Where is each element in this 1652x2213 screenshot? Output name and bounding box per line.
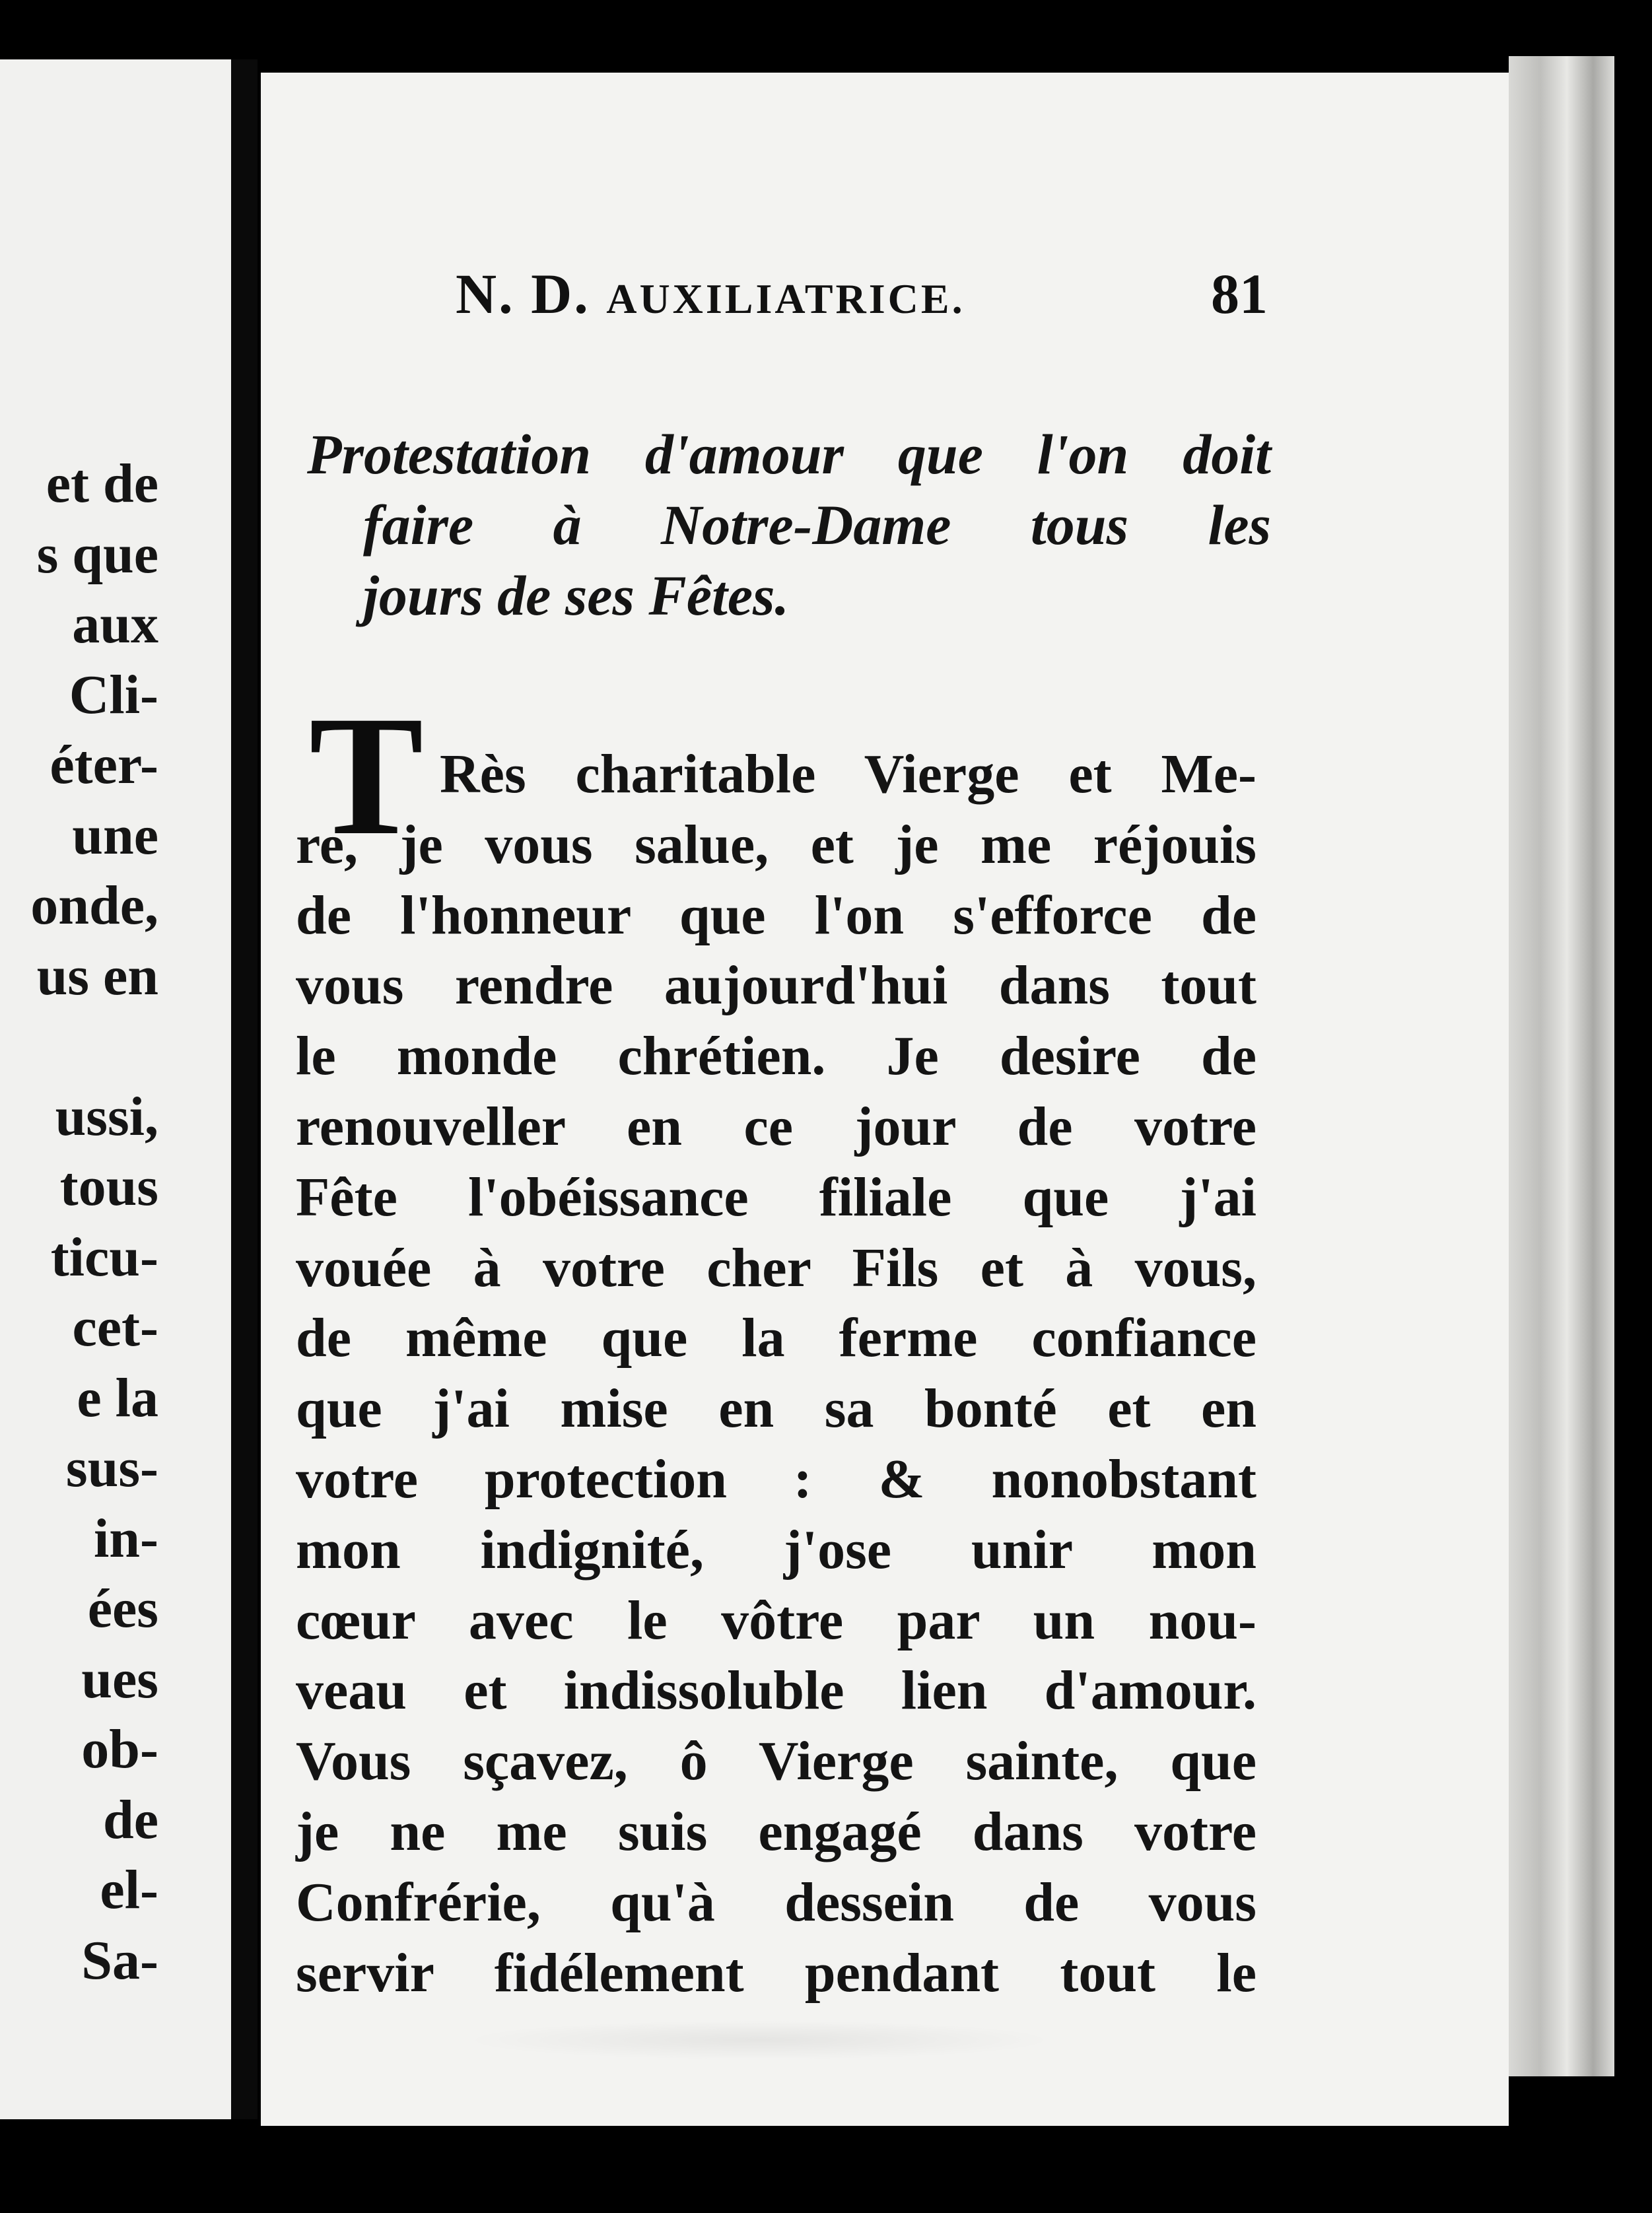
book-gutter bbox=[231, 59, 258, 2119]
running-head bbox=[456, 261, 1268, 327]
left-line: ues bbox=[81, 1648, 158, 1710]
running-head-title bbox=[456, 261, 965, 327]
left-line: s que bbox=[36, 523, 158, 585]
body-line: renouveller en ce jour de votre bbox=[296, 1095, 1256, 1157]
heading-line: jours de ses Fêtes. bbox=[363, 564, 789, 627]
section-heading bbox=[307, 419, 1271, 631]
page-edges bbox=[1509, 56, 1614, 2076]
heading-line: Protestation d'amour que l'on doit bbox=[307, 423, 1271, 486]
running-head-initials: N. D. bbox=[456, 262, 590, 325]
body-line: de l'honneur que l'on s'efforce de bbox=[296, 884, 1256, 946]
left-line: e la bbox=[77, 1367, 158, 1429]
left-line: ticu- bbox=[50, 1226, 158, 1288]
heading-line: faire à Notre-Dame tous les bbox=[363, 493, 1271, 557]
show-through-smudge bbox=[462, 2020, 1056, 2060]
body-line: Rès charitable Vierge et Me- bbox=[440, 743, 1256, 805]
body-line: vous rendre aujourd'hui dans tout bbox=[296, 955, 1256, 1017]
left-page-fragment bbox=[0, 59, 231, 2119]
left-line: ob- bbox=[81, 1719, 158, 1780]
left-line: ées bbox=[87, 1578, 158, 1639]
body-line: le monde chrétien. Je desire de bbox=[296, 1025, 1256, 1087]
body-line: mon indignité, j'ose unir mon bbox=[296, 1518, 1256, 1581]
left-line: sus- bbox=[65, 1437, 158, 1499]
body-line: Confrérie, qu'à dessein de vous bbox=[296, 1871, 1256, 1933]
left-line: ussi, bbox=[55, 1085, 158, 1147]
running-head-word: AUXILIATRICE. bbox=[606, 275, 965, 322]
left-line: in- bbox=[93, 1507, 158, 1569]
left-line: cet- bbox=[72, 1297, 158, 1358]
body-line: cœur avec le vôtre par un nou- bbox=[296, 1589, 1256, 1651]
page-number: 81 bbox=[1211, 262, 1268, 325]
body-line: servir fidélement pendant tout le bbox=[296, 1942, 1256, 2004]
left-line: tous bbox=[59, 1156, 158, 1217]
left-line: de bbox=[103, 1788, 158, 1851]
left-line: Cli- bbox=[69, 664, 158, 726]
body-line: Vous sçavez, ô Vierge sainte, que bbox=[296, 1730, 1256, 1792]
left-line: une bbox=[72, 804, 158, 866]
left-page-text bbox=[0, 449, 158, 1996]
body-line: re, je vous salue, et je me réjouis bbox=[296, 813, 1256, 875]
body-line: Fête l'obéissance filiale que j'ai bbox=[296, 1166, 1256, 1228]
drop-cap: T bbox=[309, 681, 424, 871]
left-line: aux bbox=[72, 594, 158, 655]
body-line: vouée à votre cher Fils et à vous, bbox=[296, 1237, 1256, 1299]
left-line: us en bbox=[36, 945, 158, 1007]
left-line-blank bbox=[0, 1011, 158, 1082]
body-line: de même que la ferme confiance bbox=[296, 1307, 1256, 1369]
body-paragraph bbox=[296, 739, 1256, 2008]
body-line: veau et indissoluble lien d'amour. bbox=[296, 1660, 1256, 1722]
left-line: onde, bbox=[30, 875, 158, 936]
body-line: que j'ai mise en sa bonté et en bbox=[296, 1378, 1256, 1440]
body-line: votre protection : & nonobstant bbox=[296, 1448, 1256, 1510]
left-line: Sa- bbox=[81, 1929, 158, 1991]
body-line: je ne me suis engagé dans votre bbox=[296, 1800, 1256, 1862]
left-line: et de bbox=[46, 453, 158, 514]
left-line: éter- bbox=[50, 734, 158, 796]
left-line: el- bbox=[100, 1859, 158, 1921]
